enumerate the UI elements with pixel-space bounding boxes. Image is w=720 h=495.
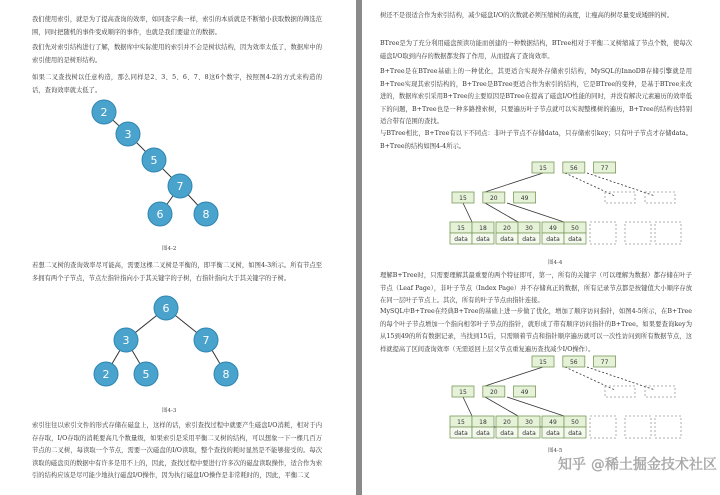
paragraph: 我们先对索引结构进行了解，数据库中实际使用的索引并不会是树状结构，因为效率太低了，数据库中的索引使用的是树形结构。 (32, 44, 322, 64)
btree-index-key: 20 (489, 195, 498, 202)
paragraph: 与BTree相比，B+Tree有以下不同点：非叶子节点不存储data，只存储索引key；只有叶子节点才存储data。B+Tree的结构如图4-4所示。 (380, 130, 692, 150)
btree-pointer (485, 203, 518, 222)
btree-leaf-data: data (522, 236, 536, 243)
btree-leaf-key: 15 (457, 419, 465, 426)
figure-caption: 图4-3 (162, 408, 177, 414)
btree-leaf-key: 18 (479, 419, 487, 426)
btree-leaf-key: 20 (503, 419, 511, 426)
btree-placeholder-leaf (625, 222, 651, 244)
btree-leaf-data: data (546, 236, 560, 243)
tree-diagram-4-3 (96, 292, 266, 402)
btree-placeholder-leaf (590, 222, 616, 244)
btree-placeholder-node (645, 386, 675, 397)
paragraph: 理解B+Tree时，只需要理解其最重要的两个特征即可，第一，所有的关键字（可以理解为数据）都存储在叶子节点（Leaf Page），非叶子节点（Index Page）并不存储真正的数据，所有记录节点都是按键值大小顺序存放在同一层叶子节点上。其次，所有的叶子节点由指针连接。 (380, 272, 692, 305)
btree-index-key: 49 (520, 389, 529, 396)
paragraph: BTree是为了充分利用磁盘预读功能而创建的一种数据结构，BTree相对于平衡二叉树缩减了节点个数，使每次磁盘I/O取到内存的数据都发挥了作用，从而提高了查询效率。 (380, 40, 692, 60)
tree-node-label: 8 (222, 368, 230, 381)
paragraph: 我们使用索引，就是为了提高查询的效率，如同查字典一样，索引的本质就是不断缩小获取数据的筛选范围，同时把随机的事件变成顺序的事件，也就是我们要建立的数据。 (32, 16, 322, 36)
watermark: 知乎 @稀土掘金技术社区 (558, 457, 717, 473)
btree-root-key: 77 (600, 359, 609, 366)
btree-root-key: 15 (539, 165, 547, 172)
figure-caption: 图4-4 (548, 260, 563, 266)
btree-leaf-key: 30 (525, 419, 533, 426)
bplus-tree-diagram-4-4 (440, 160, 690, 250)
btree-leaf-key: 20 (503, 225, 511, 232)
btree-index-key: 15 (459, 389, 467, 396)
btree-placeholder-leaf (655, 222, 681, 244)
btree-leaf-data: data (500, 236, 514, 243)
tree-node-label: 6 (162, 302, 170, 315)
tree-diagram-4-2 (88, 94, 248, 234)
tree-node-label: 5 (142, 368, 150, 381)
btree-root-key: 56 (569, 165, 578, 172)
tree-node-label: 6 (156, 208, 164, 221)
right-page (362, 0, 720, 495)
paragraph: 索引往往以索引文件的形式存储在磁盘上，这样的话，索引查找过程中就要产生磁盘I/O消耗，相对于内存存取，I/O存取的消耗要高几个数量级，如果索引是采用平衡二叉树的结构，可以想象一下一棵几百万节点的二叉树，每读取一个节点，需要一次磁盘的I/O读取，整个查找的耗时显然是不能够接受的。每次读取的磁盘页的数据中有许多是用不上的，因此，查找过程中要进行许多次的磁盘读取操作，适合作为索引的结构应该是尽可能少地执行磁盘I/O操作，因为执行磁盘I/O操作是非常耗时的，因此，平衡二叉 (32, 422, 322, 480)
figure-caption: 图4-5 (548, 448, 563, 454)
tree-node-label: 2 (102, 368, 110, 381)
tree-node-label: 5 (150, 154, 158, 167)
btree-pointer (565, 173, 615, 196)
tree-node-label: 7 (176, 180, 184, 193)
btree-placeholder-leaf (625, 416, 651, 438)
tree-node-label: 7 (202, 334, 210, 347)
paragraph: B+Tree是在BTree基础上的一种优化，其更适合实现外存储索引结构，MySQL的InnoDB存储引擎就是用B+Tree实现其索引结构的，B+Tree是BTree更适合作为索引的结构，它是BTree的变种，是基于BTree来改进的，数据库索引采用B+Tree的主要原因是BTree在提高了磁盘I/O性能的同时，并没有解决元素遍历的效率低下的问题，B+Tree也是一种多路搜索树，只要遍历叶子节点就可以实现整棵树的遍历，B+Tree的结构也特别适合带有范围的查找。 (380, 68, 692, 126)
tree-node-label: 3 (122, 334, 130, 347)
btree-leaf-data: data (476, 430, 490, 437)
tree-node-label: 8 (202, 208, 210, 221)
btree-leaf-data: data (500, 430, 514, 437)
left-page (0, 0, 356, 495)
btree-leaf-key: 30 (525, 225, 533, 232)
btree-root-key: 15 (539, 359, 547, 366)
btree-leaf-data: data (522, 430, 536, 437)
bplus-tree-diagram-4-5 (440, 354, 690, 444)
btree-pointer (485, 173, 543, 192)
btree-placeholder-node (645, 192, 675, 203)
btree-placeholder-leaf (655, 416, 681, 438)
btree-pointer (485, 367, 543, 386)
btree-root-key: 56 (569, 359, 578, 366)
btree-pointer (485, 397, 518, 416)
btree-leaf-data: data (568, 430, 582, 437)
btree-pointer (463, 397, 472, 416)
tree-node-label: 3 (124, 128, 132, 141)
tree-node-label: 2 (100, 106, 108, 119)
btree-pointer (507, 397, 564, 416)
btree-index-key: 20 (489, 389, 498, 396)
btree-leaf-data: data (546, 430, 560, 437)
paragraph: 如果二叉查找树以任意构造，那么同样是2、3、5、6、7、8这6个数字，按照图4-2的方式来构造的话，查询效率就太低了。 (32, 74, 322, 94)
btree-index-key: 15 (459, 195, 467, 202)
figure-caption: 图4-2 (162, 246, 177, 252)
btree-index-key: 49 (520, 195, 529, 202)
btree-pointer (463, 203, 472, 222)
btree-root-key: 77 (600, 165, 609, 172)
btree-leaf-key: 49 (549, 419, 557, 426)
btree-leaf-data: data (454, 430, 468, 437)
btree-leaf-key: 50 (571, 419, 579, 426)
btree-leaf-key: 15 (457, 225, 465, 232)
btree-leaf-data: data (568, 236, 582, 243)
btree-leaf-data: data (454, 236, 468, 243)
btree-leaf-key: 50 (571, 225, 579, 232)
paragraph: MySQL中B+Tree在经典B+Tree的基础上进一步做了优化，增加了顺序访问指针，如图4-5所示，在B+Tree的每个叶子节点增加一个指向相邻叶子节点的指针，就形成了带有顺序访问指针的B+Tree。如果要查询key为从15到49的所有数据记录，当找到15后，只需顺着节点和指针顺序遍历就可以一次性访问到所有数据节点，这样就提高了区间查询效率（无需返回上层父节点重复遍历查找减少I/O操作）。 (380, 308, 692, 353)
btree-placeholder-leaf (590, 416, 616, 438)
btree-leaf-key: 49 (549, 225, 557, 232)
btree-pointer (565, 367, 615, 390)
paragraph: 树还不是很适合作为索引结构，减少磁盘I/O的次数就必须压缩树的高度，让瘦高的树尽量变成矮胖的树。 (380, 12, 674, 19)
btree-pointer (507, 203, 564, 222)
btree-leaf-key: 18 (479, 225, 487, 232)
paragraph: 若想二叉树的查询效率尽可能高，需要这棵二叉树是平衡的，即平衡二叉树，如图4-3所示。所有节点至多拥有两个子节点，节点左指针指向小于其关键字的子树，右指针指向大于其关键字的子树。 (32, 262, 322, 282)
btree-leaf-data: data (476, 236, 490, 243)
